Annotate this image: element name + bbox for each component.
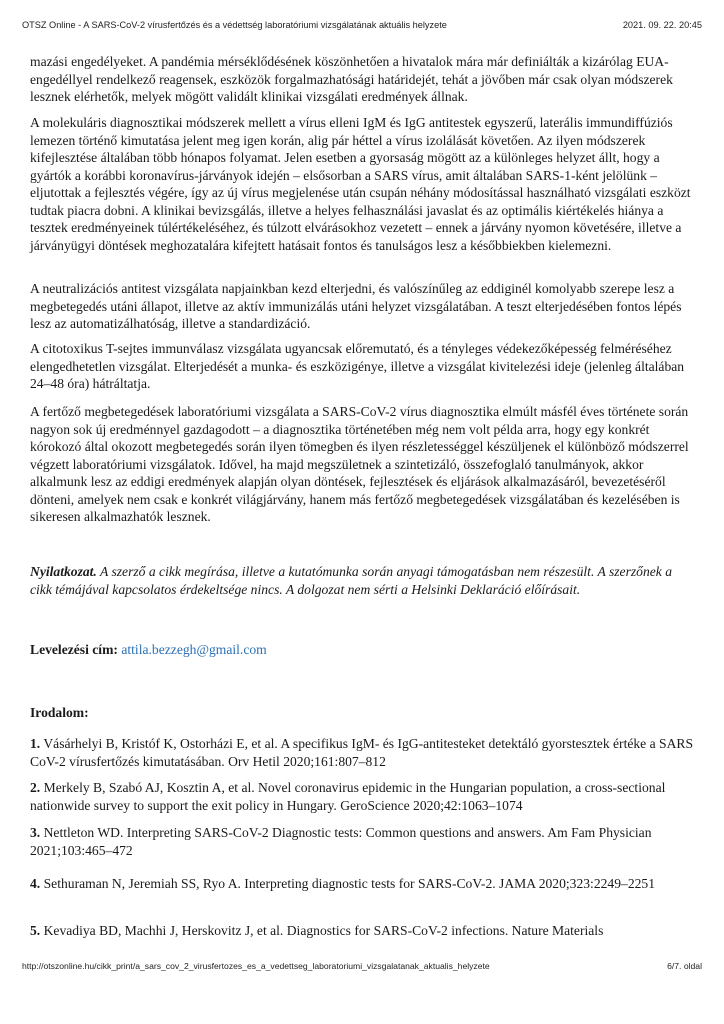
page-url: http://otszonline.hu/cikk_print/a_sars_cov_2_virusfertozes_es_a_vedettseg_laboratoriumi_vizsgalatanak_aktualis_helyzete	[22, 961, 490, 971]
reference-5	[30, 922, 694, 940]
declaration	[30, 563, 694, 598]
reference-4	[30, 875, 694, 893]
declaration-label: Nyilatkozat.	[30, 564, 97, 579]
paragraph-1: mazási engedélyeket. A pandémia mérséklődésének köszönhetően a hivatalok mára már definiálták a kizárólag EUA-engedéllyel rendelkező reagensek, eszközök forgalmazhatósági határidejét, tehát a jövőben már csak olyan módszerek lesznek elérhetők, melyek mögött validált klinikai vizsgálati eredmények állnak.	[30, 54, 673, 104]
reference-text: Sethuraman N, Jeremiah SS, Ryo A. Interpreting diagnostic tests for SARS-CoV-2. JAMA 2020;323:2249–2251	[43, 876, 656, 891]
reference-text: Merkely B, Szabó AJ, Kosztin A, et al. Novel coronavirus epidemic in the Hungarian population, a cross-sectional nationwide survey to support the exit policy in Hungary. GeroScience 2020;42:1063–1074	[30, 780, 666, 813]
reference-number: 1.	[30, 736, 41, 751]
correspondence-email-link[interactable]: attila.bezzegh@gmail.com	[121, 642, 267, 657]
paragraph-4: A citotoxikus T-sejtes immunválasz vizsgálata ugyancsak előremutató, és a tényleges védekezőképesség felméréséhez elengedhetetlen vizsgálat. Elterjedését a munka- és eszközigénye, illetve a vizsgálat kivitelezési ideje (jelenleg általában 24–48 óra) hátráltatja.	[30, 341, 685, 391]
reference-2	[30, 779, 694, 814]
reference-number: 5.	[30, 923, 41, 938]
reference-text: Kevadiya BD, Machhi J, Herskovitz J, et al. Diagnostics for SARS-CoV-2 infections. Nature Materials	[43, 923, 604, 938]
print-datetime: 2021. 09. 22. 20:45	[622, 20, 702, 30]
page-number: 6/7. oldal	[667, 961, 702, 971]
reference-number: 4.	[30, 876, 41, 891]
reference-number: 2.	[30, 780, 41, 795]
references-heading: Irodalom:	[30, 705, 89, 720]
paragraph-2: A molekuláris diagnosztikai módszerek mellett a vírus elleni IgM és IgG antitestek egyszerű, laterális immundiffúziós lemezen történő kimutatása jelent meg igen korán, alig pár héttel a vírus izolálását követően. Az ilyen módszerek kifejlesztése általában több hónapos folyamat. Jelen esetben a gyorsaság mögött az a különleges helyzet állt, hogy a gyártók a korábbi koronavírus-járványok idején – elsősorban a SARS vírus, amit általában SARS-1-ként jelölünk – eljutottak a fejlesztés végére, így az új vírus megjelenése után csupán néhány módosítással használható vizsgálati eszközt tudtak piacra dobni. A klinikai bevizsgálás, illetve a helyes felhasználási javaslat és az optimális kiértékelés hiánya a tesztek eredményeinek túlértékeléséhez, és túlzott elvárásokhoz vezetett – ennek a járvány nyomon követésére, illetve a járványügyi döntések meghozatalára kifejtett hatásait fontos és tanulságos lesz a későbbiekben kielemezni.	[30, 115, 691, 253]
paragraph-3: A neutralizációs antitest vizsgálata napjainkban kezd elterjedni, és valószínűleg az eddiginél komolyabb szerepe lesz a megbetegedés utáni állapot, illetve az aktív immunizálás utáni helyzet vizsgálatában. A teszt elterjedésében fontos lépés lesz az automatizálhatóság, illetve a standardizáció.	[30, 281, 682, 331]
paragraph-5: A fertőző megbetegedések laboratóriumi vizsgálata a SARS-CoV-2 vírus diagnosztika elmúlt másfél éves története során nagyon sok új eredménnyel gazdagodott – a diagnosztika történetében még nem volt példa arra, hogy egy konkrét kórokozó által okozott megbetegedés során ilyen tömegben és ilyen részletességgel készüljenek el különböző módszerrel végzett laboratóriumi vizsgálatok. Idővel, ha majd megszületnek a szintetizáló, összefoglaló tanulmányok, akkor alkalmunk lesz az eddigi eredmények alapján olyan döntések, fejlesztések és eljárások alkalmazásáról, bevezetéséről dönteni, amelyek nem csak e konkrét világjárvány, hanem más fertőző megbetegedések vizsgálatában és kezelésében is sikeresen alkalmazhatók lesznek.	[30, 404, 689, 524]
correspondence	[30, 641, 694, 659]
page-title: OTSZ Online - A SARS-CoV-2 vírusfertőzés és a védettség laboratóriumi vizsgálatának aktuális helyzete	[22, 20, 447, 30]
reference-3	[30, 824, 694, 859]
reference-text: Vásárhelyi B, Kristóf K, Ostorházi E, et al. A specifikus IgM- és IgG-antitesteket detektáló gyorstesztek értéke a SARS CoV-2 vírusfertőzés kimutatásában. Orv Hetil 2020;161:807–812	[30, 736, 694, 769]
reference-1	[30, 735, 694, 770]
declaration-text: A szerző a cikk megírása, illetve a kutatómunka során anyagi támogatásban nem részesült. A szerzőnek a cikk témájával kapcsolatos érdekeltsége nincs. A dolgozat nem sérti a Helsinki Deklaráció előírásait.	[30, 564, 673, 597]
reference-number: 3.	[30, 825, 41, 840]
correspondence-label: Levelezési cím:	[30, 642, 118, 657]
reference-text: Nettleton WD. Interpreting SARS-CoV-2 Diagnostic tests: Common questions and answers. Am Fam Physician 2021;103:465–472	[30, 825, 652, 858]
